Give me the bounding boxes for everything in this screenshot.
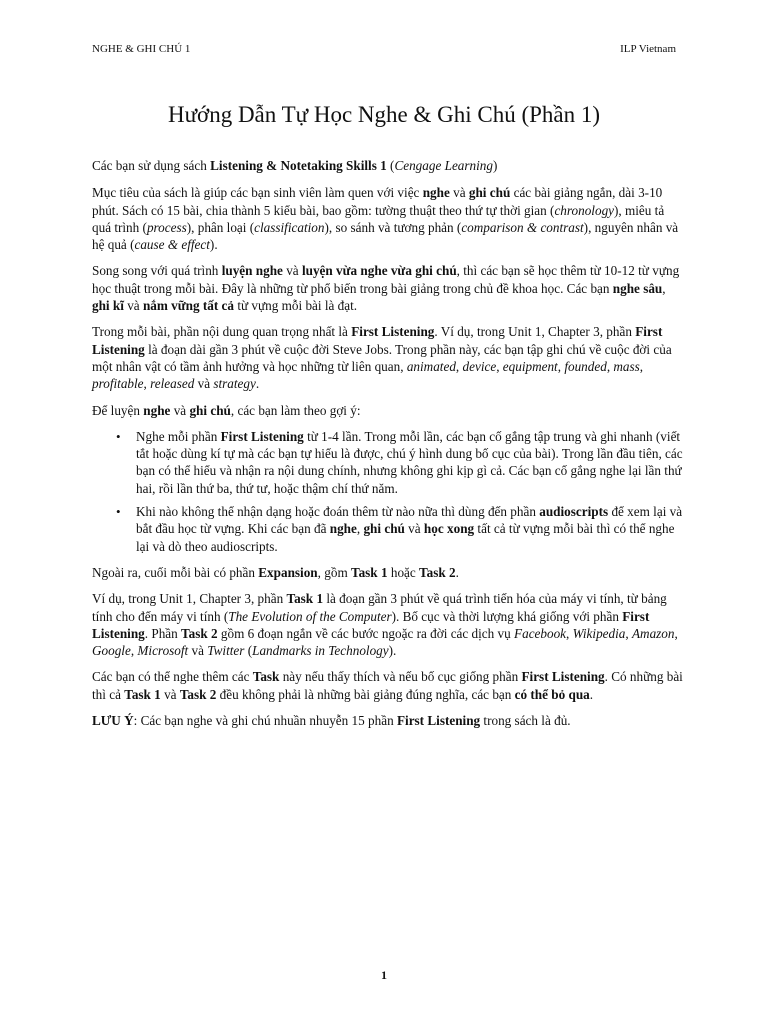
document-body: [92, 157, 684, 738]
paragraph-vocabulary: Song song với quá trình luyện nghe và luyện vừa nghe vừa ghi chú, thì các bạn sẽ học thêm từ 10-12 từ vựng học thuật trong mỗi bài. Đây là những từ phổ biến trong bài giảng trong chủ đề khoa học. Các bạn nghe sâu, ghi kĩ và nắm vững tất cả từ vựng mỗi bài là đạt.: [92, 263, 680, 314]
paragraph-note: LƯU Ý: Các bạn nghe và ghi chú nhuần nhuyễn 15 phần First Listening trong sách là đủ.: [92, 713, 571, 729]
suggestion-list: [92, 428, 684, 555]
page-header: [92, 43, 676, 55]
paragraph-intro: Các bạn sử dụng sách Listening & Notetaking Skills 1 (Cengage Learning): [92, 158, 498, 173]
paragraph-suggestion: Để luyện nghe và ghi chú, các bạn làm theo gợi ý:: [92, 402, 361, 418]
paragraph-first-listening: Trong mỗi bài, phần nội dung quan trọng nhất là First Listening. Ví dụ, trong Unit 1, Chapter 3, phần First Listening là đoạn dài gần 3 phút về cuộc đời Steve Jobs. Trong phần này, các bạn tập ghi chú về cuộc đời của một nhân vật có tầm ảnh hưởng và học những từ liên quan, animated, device, equipment, founded, mass, profitable, released và strategy.: [92, 324, 672, 392]
paragraph-example: Ví dụ, trong Unit 1, Chapter 3, phần Task 1 là đoạn gần 3 phút về quá trình tiến hóa của máy vi tính, từ bảng tính cho đến máy vi tính (The Evolution of the Computer). Bố cục và thời lượng khá giống với phần First Listening. Phần Task 2 gồm 6 đoạn ngắn về các bước ngoặc ra đời các dịch vụ Facebook, Wikipedia, Amazon, Google, Microsoft và Twitter (Landmarks in Technology).: [92, 591, 678, 659]
header-left: NGHE & GHI CHÚ 1: [92, 43, 191, 55]
header-right: ILP Vietnam: [620, 43, 676, 55]
page-number: 1: [381, 968, 387, 982]
list-item: • Khi nào không thể nhận dạng hoặc đoán thêm từ nào nữa thì dùng đến phần audioscripts để xem lại và bắt đầu học từ vựng. Khi các bạn đã nghe, ghi chú và học xong tất cả từ vựng mỗi bài thì có thể nghe lại và dò theo audioscripts.: [136, 503, 684, 555]
list-item: • Nghe mỗi phần First Listening từ 1-4 lần. Trong mỗi lần, các bạn cố gắng tập trung và ghi nhanh (viết tắt hoặc dùng kí tự mà các bạn tự hiểu là được, chú ý hình dung bố cục của bài). Trong lần đầu tiên, các bạn có thể hiểu và nhận ra nội dung chính, nhưng không ghi kịp gì cả. Các bạn cố gắng nghe lại lần thứ hai, rồi lần thứ ba, thứ tư, hoặc thậm chí thứ năm.: [136, 428, 684, 497]
paragraph-expansion: Ngoài ra, cuối mỗi bài có phần Expansion, gồm Task 1 hoặc Task 2.: [92, 564, 459, 580]
paragraph-optional-tasks: Các bạn có thể nghe thêm các Task này nếu thấy thích và nếu bố cục giống phần First Listening. Có những bài thì cả Task 1 và Task 2 đều không phải là những bài giảng đúng nghĩa, các bạn có thể bỏ qua.: [92, 669, 683, 702]
document-title: Hướng Dẫn Tự Học Nghe & Ghi Chú (Phần 1): [167, 102, 601, 127]
paragraph-goal: Mục tiêu của sách là giúp các bạn sinh viên làm quen với việc nghe và ghi chú các bài giảng ngắn, dài 3-10 phút. Sách có 15 bài, chia thành 5 kiểu bài, bao gồm: tường thuật theo thứ tự thời gian (chronology), miêu tả quá trình (process), phân loại (classification), so sánh và tương phản (comparison & contrast), nguyên nhân và hệ quả (cause & effect).: [92, 185, 679, 253]
